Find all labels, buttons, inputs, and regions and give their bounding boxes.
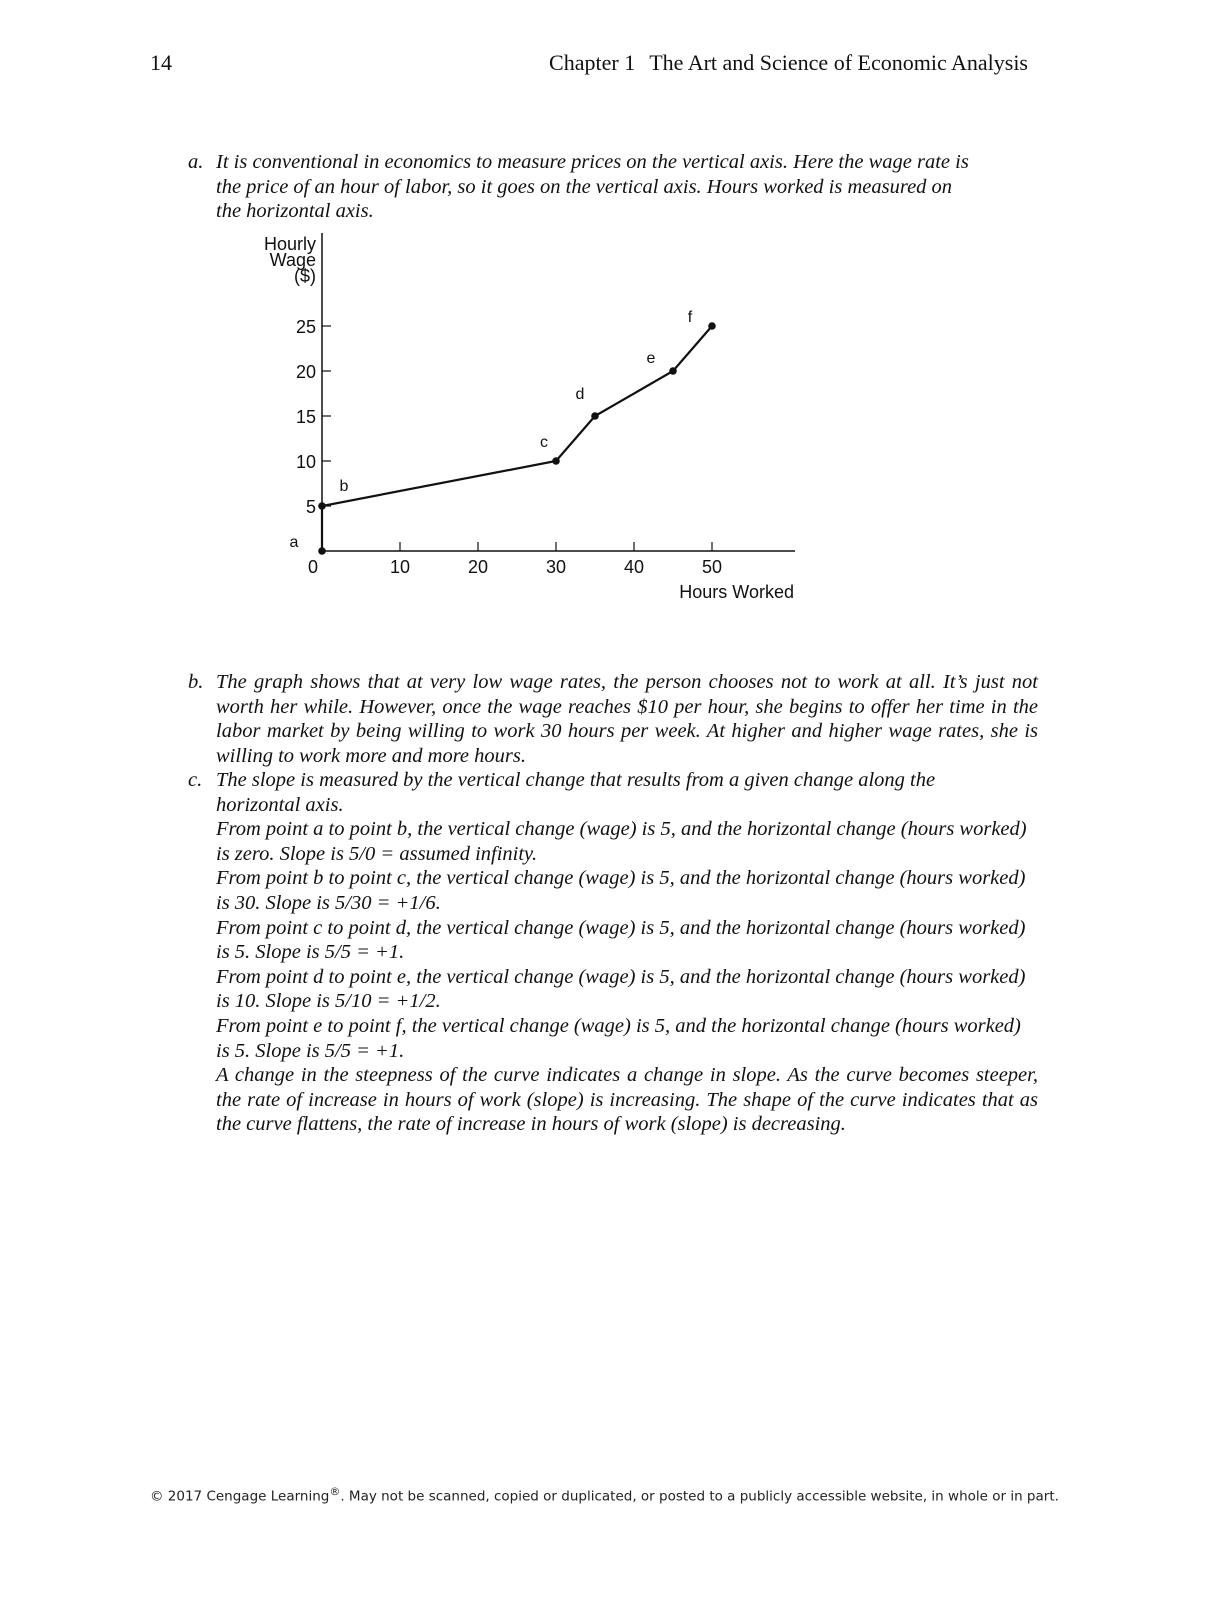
copyright-notice: . May not be scanned, copied or duplicated, or posted to a publicly accessible website, in whole or in part. [340, 1488, 1059, 1505]
y-tick-label: 15 [295, 407, 316, 427]
point-e [669, 367, 677, 375]
registered-mark: ® [329, 1485, 341, 1498]
point-label-a: a [289, 534, 299, 551]
page-number: 14 [150, 50, 172, 75]
y-axis-label: ($) [294, 266, 316, 286]
y-axis-label: Wage [269, 250, 316, 270]
x-tick-label: 50 [701, 557, 723, 577]
point-c [552, 457, 560, 465]
answer-c-intro-line: The slope is measured by the vertical change that results from a given change along the [216, 769, 936, 791]
answer-b-marker: b. [188, 671, 204, 693]
y-tick-label: 20 [295, 362, 316, 382]
wage-hours-graph [0, 0, 1228, 650]
point-label-c: c [540, 434, 548, 451]
point-d [591, 412, 599, 420]
y-tick-label: 10 [295, 452, 316, 472]
slope-step-a-b: From point a to point b, the vertical change (wage) is 5, and the horizontal change (hours worked) is zero. Slope is 5/0 = assumed infinity. [216, 818, 1027, 865]
answer-c-intro-line: horizontal axis. [216, 793, 344, 816]
slope-step-c-d: From point c to point d, the vertical change (wage) is 5, and the horizontal change (hours worked) is 5. Slope is 5/5 = +1. [216, 916, 1026, 964]
answer-c [188, 768, 1038, 1137]
x-tick-label: 10 [389, 557, 411, 577]
chapter-label: Chapter 1 [549, 50, 636, 75]
answer-b-text: The graph shows that at very low wage rates, the person chooses not to work at all. It’s just not worth her while. However, once the wage reaches $10 per hour, she begins to offer her time in the labor market by being willing to work 30 hours per week. At higher and higher wage rates, she is willing to work more and more hours. [216, 671, 1038, 767]
x-tick-label: 0 [307, 557, 319, 577]
x-tick-label: 40 [623, 557, 645, 577]
point-label-f: f [687, 309, 693, 326]
point-label-d: d [575, 386, 585, 403]
answer-a-line: the price of an hour of labor, so it goes on the vertical axis. Hours worked is measured on [216, 175, 953, 198]
point-label-e: e [646, 350, 656, 367]
answer-c-marker: c. [188, 769, 203, 791]
y-axis-label: Hourly [263, 234, 316, 254]
answer-b [188, 670, 1038, 768]
answer-a-marker: a. [188, 151, 204, 173]
slope-step-e-f: From point e to point f, the vertical change (wage) is 5, and the horizontal change (hours worked) is 5. Slope is 5/5 = +1. [216, 1014, 1021, 1062]
copyright-text: © 2017 Cengage Learning [150, 1488, 330, 1505]
point-b [318, 502, 326, 510]
chapter-title: The Art and Science of Economic Analysis [649, 50, 1028, 75]
x-axis-label: Hours Worked [679, 582, 794, 602]
y-tick-label: 5 [305, 497, 316, 517]
x-tick-label: 20 [467, 557, 489, 577]
slope-step-b-c: From point b to point c, the vertical change (wage) is 5, and the horizontal change (hours worked) is 30. Slope is 5/30 = +1/6. [216, 867, 1026, 914]
point-f [708, 322, 716, 330]
copyright-footer [150, 1485, 1059, 1505]
answer-a-line: It is conventional in economics to measure prices on the vertical axis. Here the wage rate is [216, 151, 969, 173]
y-tick-label: 25 [295, 317, 316, 337]
slope-step-d-e: From point d to point e, the vertical change (wage) is 5, and the horizontal change (hours worked) is 10. Slope is 5/10 = +1/2. [216, 965, 1026, 1013]
point-a [318, 547, 326, 555]
point-label-b: b [339, 478, 349, 495]
answer-a-line: the horizontal axis. [216, 200, 374, 223]
slope-conclusion: A change in the steepness of the curve indicates a change in slope. As the curve becomes steeper, the rate of increase in hours of work (slope) is increasing. The shape of the curve indicates that as the curve flattens, the rate of increase in hours of work (slope) is decreasing. [216, 1064, 1038, 1136]
x-tick-label: 30 [545, 557, 567, 577]
